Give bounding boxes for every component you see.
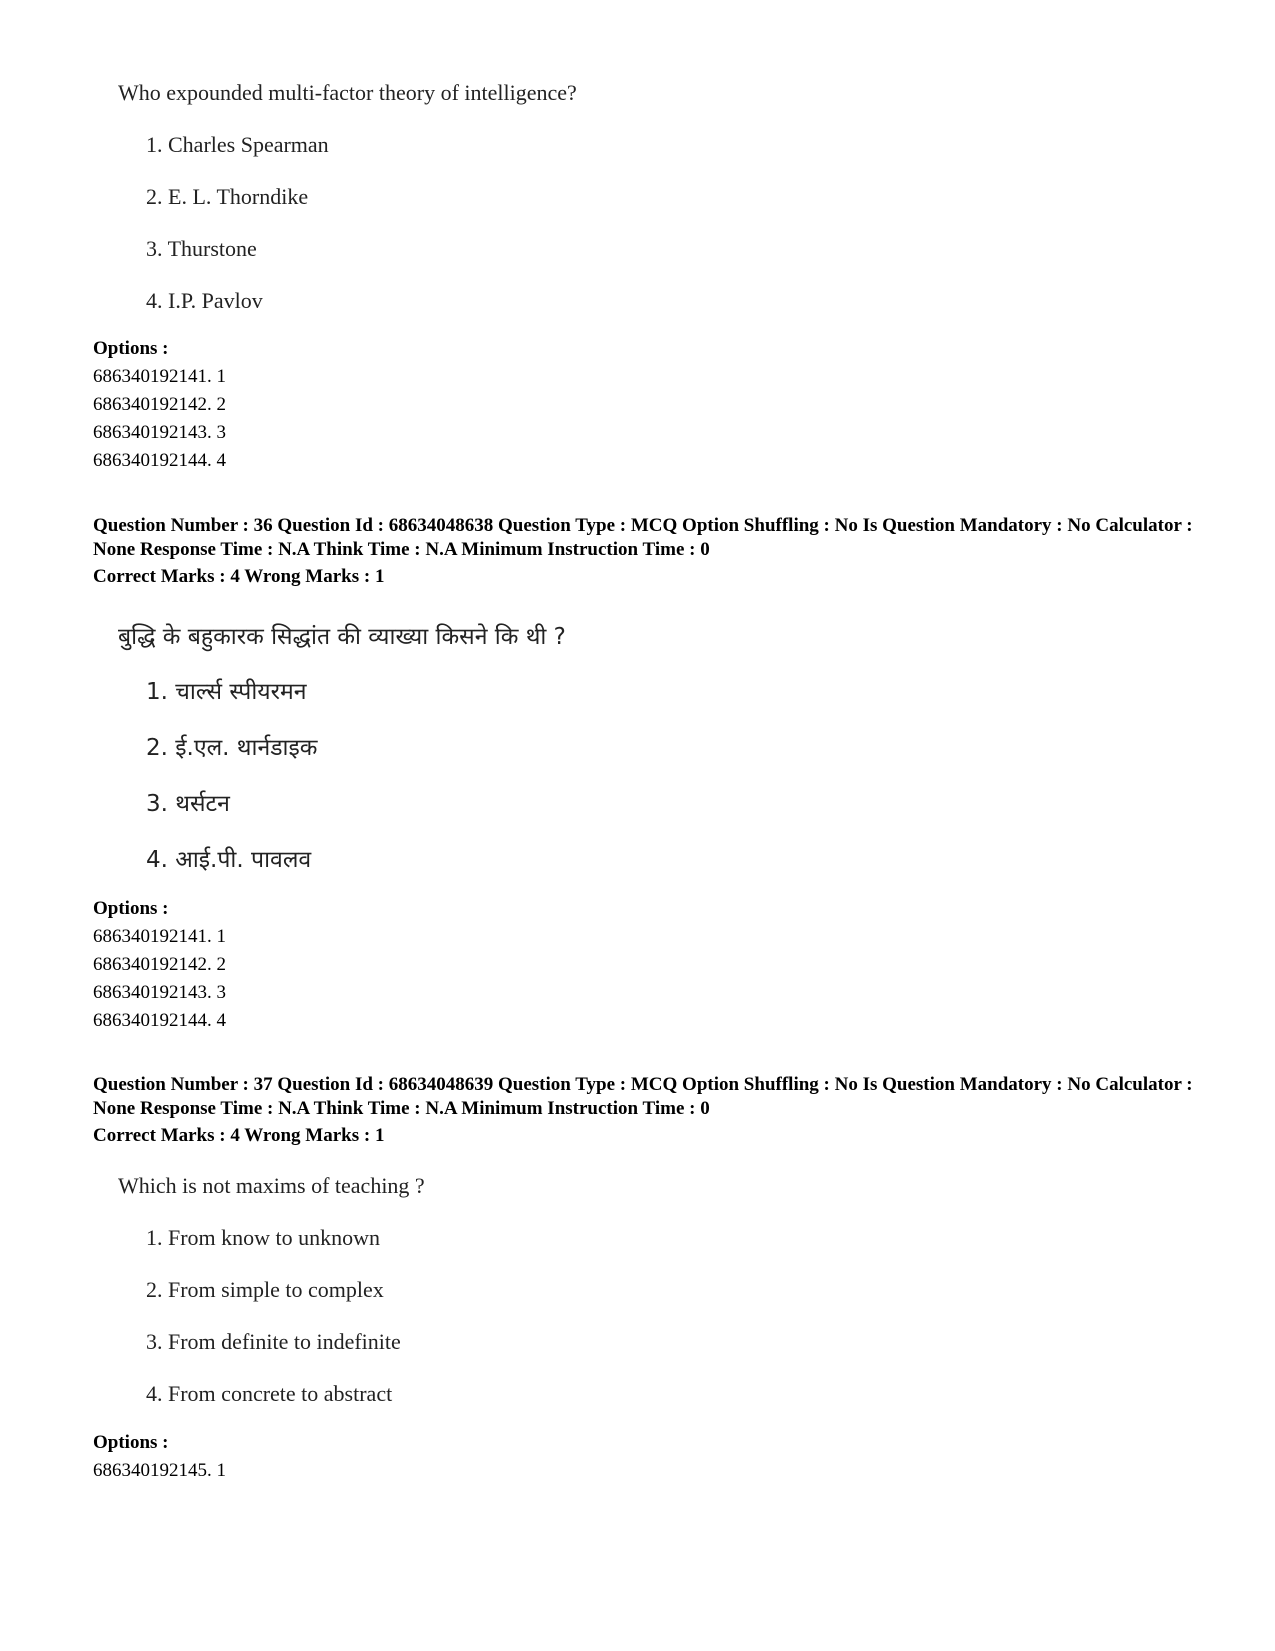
question-37-choice-2: 2. From simple to complex [146,1277,384,1302]
question-35-option-1: 686340192141. 1 [93,366,226,387]
question-36-choice-2: 2. ई.एल. थार्नडाइक [146,735,318,761]
question-36-choice-4: 4. आई.पी. पावलव [146,847,312,873]
question-36-options-label: Options : [93,898,169,919]
question-35-option-2: 686340192142. 2 [93,394,226,415]
question-37-text: Which is not maxims of teaching ? [118,1173,425,1198]
question-36-option-4: 686340192144. 4 [93,1010,226,1031]
question-36-text: बुद्धि के बहुकारक सिद्धांत की व्याख्या किसने कि थी ? [118,624,566,650]
question-35-choice-2: 2. E. L. Thorndike [146,184,309,209]
question-35-text: Who expounded multi-factor theory of intelligence? [118,80,577,105]
question-37-choice-4: 4. From concrete to abstract [146,1381,393,1406]
question-35-choice-4: 4. I.P. Pavlov [146,288,263,313]
question-36-option-2: 686340192142. 2 [93,954,226,975]
question-37-choice-1: 1. From know to unknown [146,1225,381,1250]
question-36-meta: Question Number : 36 Question Id : 68634048638 Question Type : MCQ Option Shuffling : No Is Question Mandatory : No Calculator : None Response Time : N.A Think Time : N.A Minimum Instruction Time : 0 [93,515,1193,560]
question-36-choice-1: 1. चार्ल्स स्पीयरमन [146,679,307,705]
question-36-choice-3: 3. थर्सटन [146,791,230,817]
question-35-option-4: 686340192144. 4 [93,450,226,471]
question-35-options-label: Options : [93,338,169,359]
question-36-marks: Correct Marks : 4 Wrong Marks : 1 [93,566,385,587]
question-37-choice-3: 3. From definite to indefinite [146,1329,401,1354]
question-37-option-1: 686340192145. 1 [93,1460,226,1481]
question-35-option-3: 686340192143. 3 [93,422,226,443]
question-36-option-1: 686340192141. 1 [93,926,226,947]
question-37-options-label: Options : [93,1432,169,1453]
question-37-marks: Correct Marks : 4 Wrong Marks : 1 [93,1125,385,1146]
question-37-meta: Question Number : 37 Question Id : 68634048639 Question Type : MCQ Option Shuffling : No Is Question Mandatory : No Calculator : None Response Time : N.A Think Time : N.A Minimum Instruction Time : 0 [93,1074,1193,1119]
question-36-option-3: 686340192143. 3 [93,982,226,1003]
question-35-choice-3: 3. Thurstone [146,236,257,261]
question-35-choice-1: 1. Charles Spearman [146,132,329,157]
